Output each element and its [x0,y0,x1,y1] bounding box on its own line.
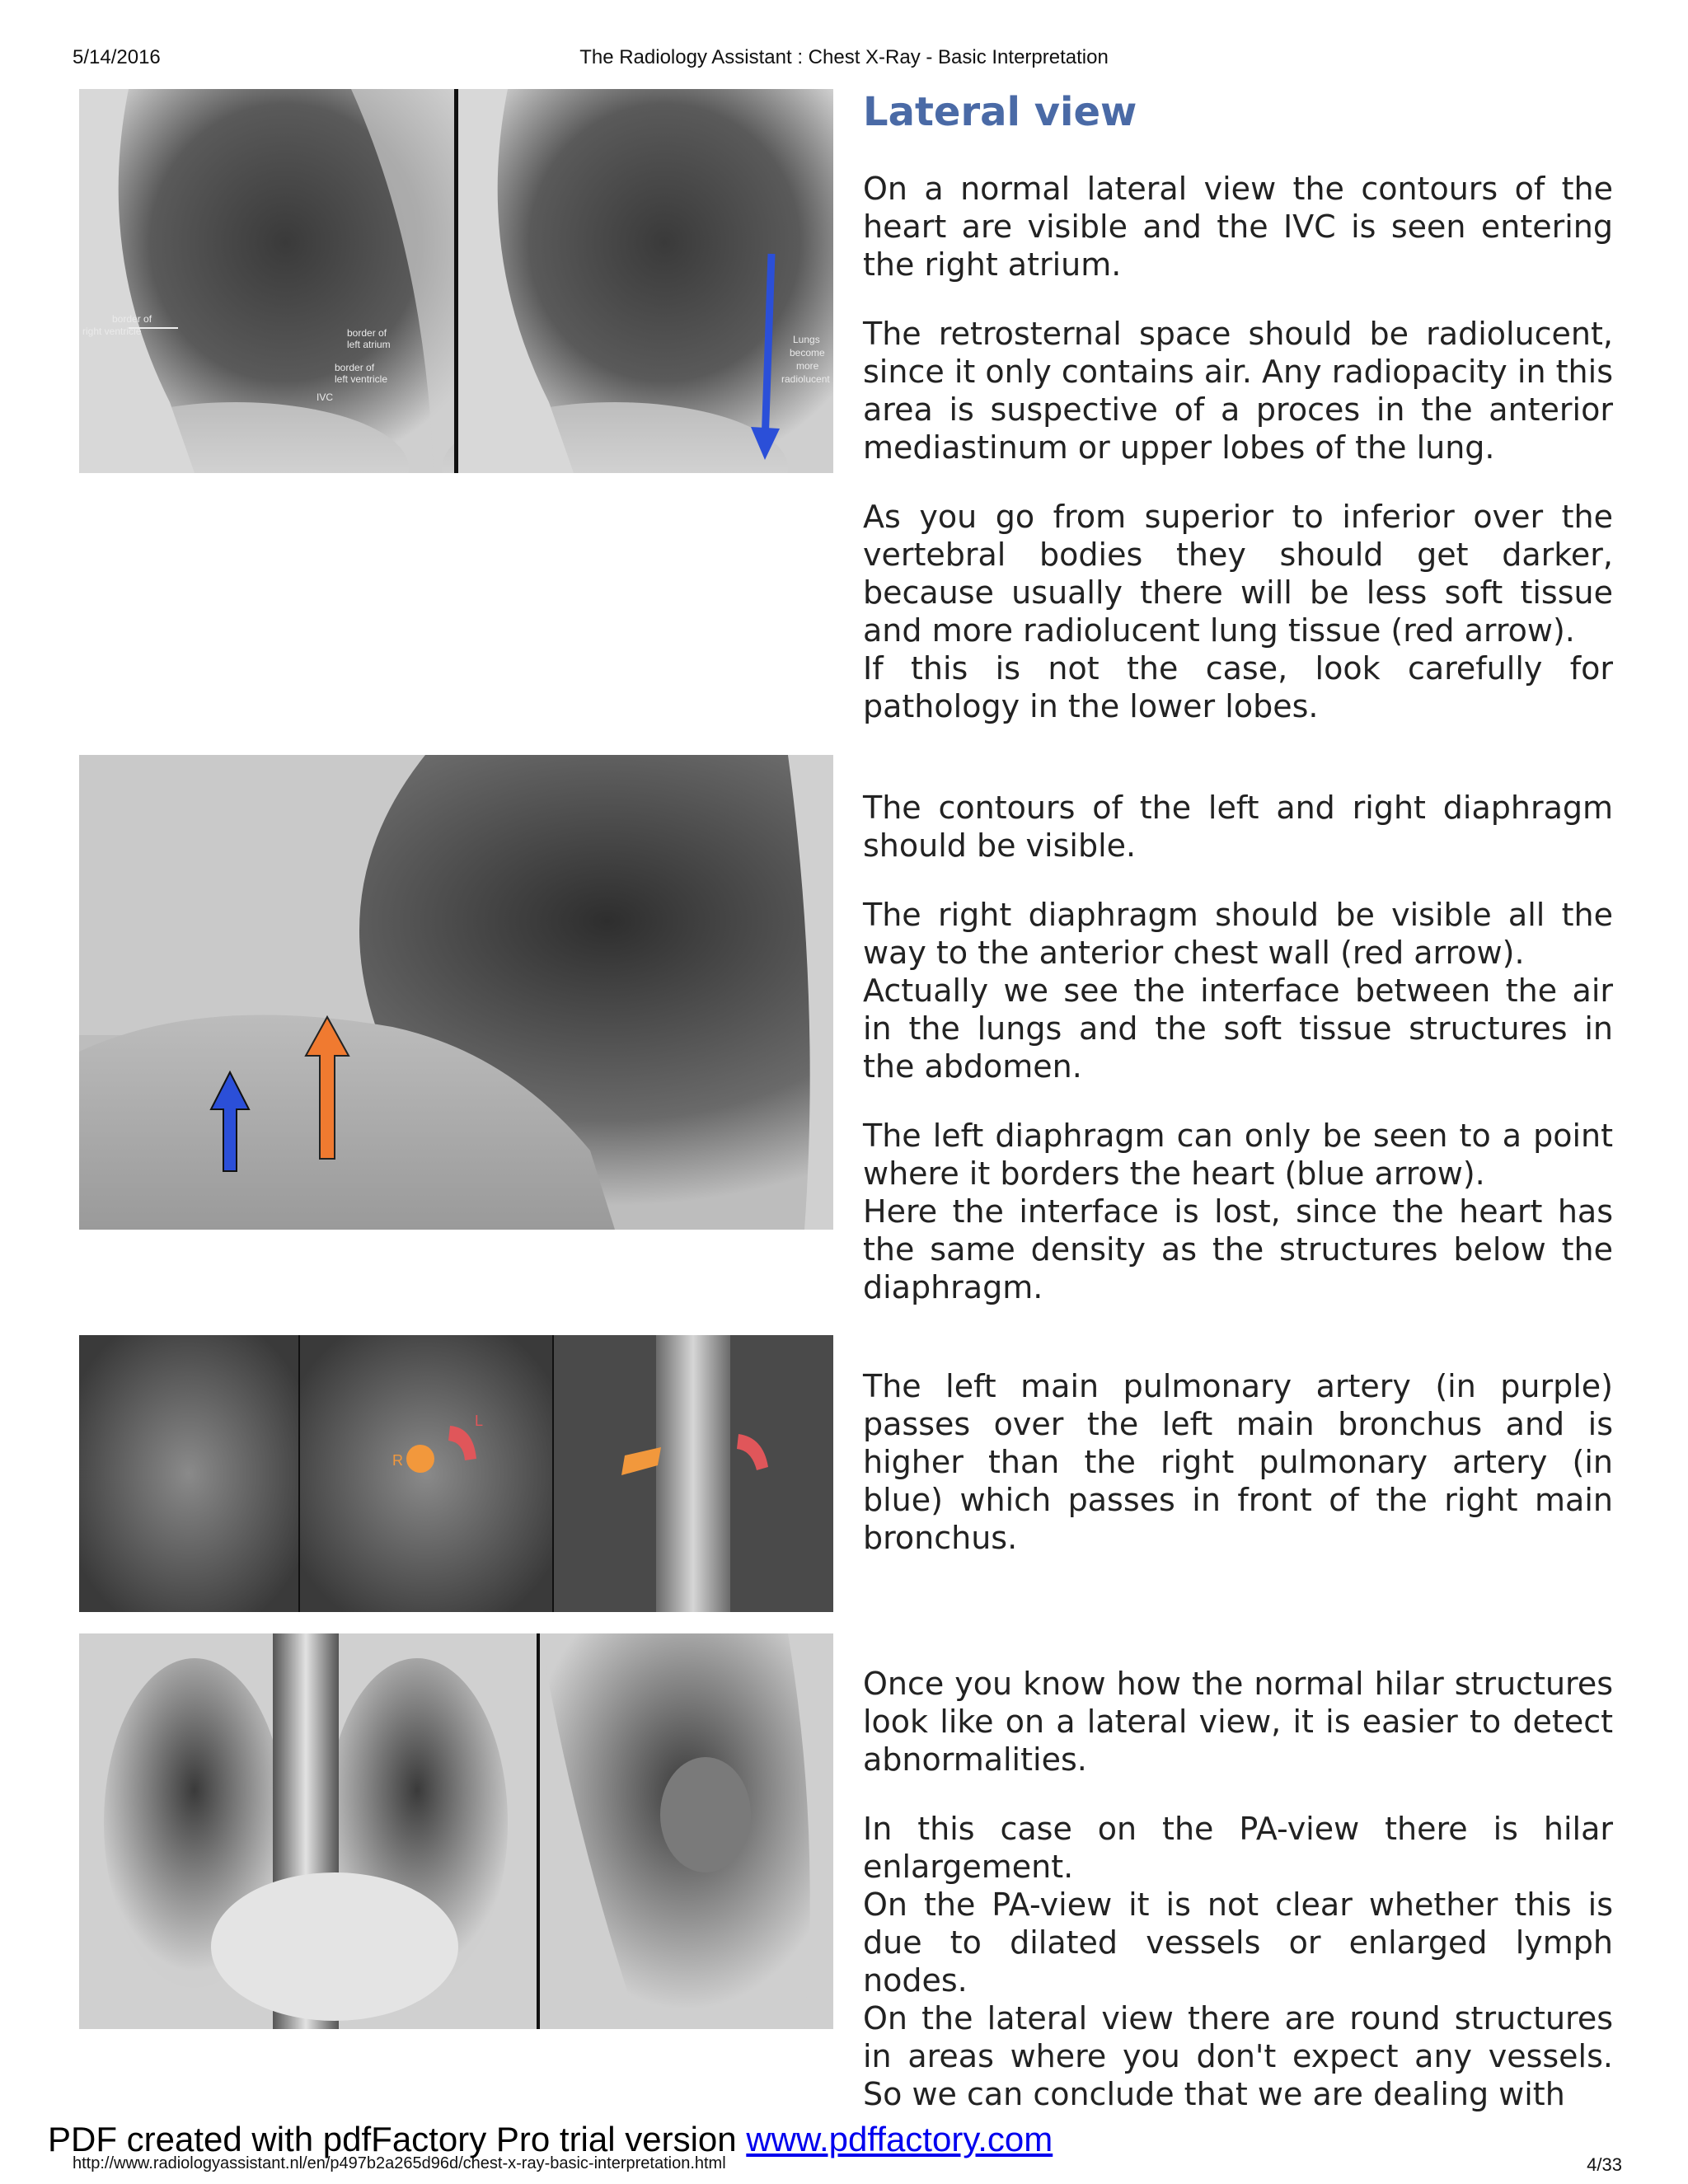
pdf-notice-text: PDF created with pdfFactory Pro trial version [48,2120,747,2158]
paragraph: Once you know how the normal hilar structures look like on a lateral view, it is easier to detect abnormalities. [863,1666,1613,1778]
lateral-xray-pair [79,89,833,473]
text-block-4 [863,1665,1613,2113]
paragraph: In this case on the PA-view there is hilar enlargement. [863,1811,1613,1885]
figure-diaphragm [79,755,833,1230]
paragraph: The left main pulmonary artery (in purple) passes over the left main bronchus and is higher than the right pulmonary artery (in blue) which passes in front of the right main bronchus. [863,1368,1613,1556]
pdffactory-link[interactable]: www.pdffactory.com [746,2120,1053,2158]
footer-page-number: 4/33 [1587,2154,1622,2175]
pa-lateral-xray-pair [79,1633,833,2029]
text-block-1 [863,170,1613,757]
fig1-label-0: border of [112,313,152,325]
fig1-label-8: become [790,347,825,359]
fig1-label-7: Lungs [793,334,820,345]
fig1-label-6: IVC [316,391,334,403]
diaphragm-xray [79,755,833,1230]
fig1-label-3: left atrium [347,339,391,350]
section-title: Lateral view [863,89,1137,135]
paragraph: On the lateral view there are round structures in areas where you don't expect any vessels. So we can conclude that we are dealing with [863,2000,1613,2112]
paragraph: If this is not the case, look carefully for pathology in the lower lobes. [863,650,1613,724]
figure-hilar-enlargement [79,1633,833,2029]
fig1-label-1: right ventricle [82,326,142,337]
paragraph: Here the interface is lost, since the heart has the same density as the structures below the diaphragm. [863,1193,1613,1305]
fig1-label-4: border of [335,362,375,373]
footer-pdf-notice [48,2120,1053,2159]
text-block-2 [863,789,1613,1338]
paragraph: On a normal lateral view the contours of the heart are visible and the IVC is seen entering the right atrium. [863,171,1613,283]
text-block-3 [863,1367,1613,1588]
hilar-xray-triptych [79,1335,833,1612]
header-date: 5/14/2016 [73,46,161,68]
paragraph: The left diaphragm can only be seen to a point where it borders the heart (blue arrow). [863,1118,1613,1192]
fig4-label-r: R [392,1452,403,1469]
header-title: The Radiology Assistant : Chest X-Ray - Basic Interpretation [579,46,1109,68]
paragraph: As you go from superior to inferior over the vertebral bodies they should get darker, because usually there will be less soft tissue and more radiolucent lung tissue (red arrow). [863,499,1613,649]
footer-url: http://www.radiologyassistant.nl/en/p497b2a265d96d/chest-x-ray-basic-interpretation.html [73,2154,726,2172]
figure-hilar [79,1335,833,1612]
fig1-label-2: border of [347,327,387,339]
fig1-label-5: left ventricle [335,373,388,385]
paragraph: The right diaphragm should be visible all the way to the anterior chest wall (red arrow). [863,897,1613,971]
fig4-label-l: L [475,1413,484,1429]
paragraph: The retrosternal space should be radiolucent, since it only contains air. Any radiopacity in this area is suspective of a proces in the anterior mediastinum or upper lobes of the lung. [863,316,1613,466]
paragraph: The contours of the left and right diaphragm should be visible. [863,790,1613,864]
paragraph: Actually we see the interface between the air in the lungs and the soft tissue structures in the abdomen. [863,972,1613,1085]
paragraph: On the PA-view it is not clear whether this is due to dilated vessels or enlarged lymph nodes. [863,1886,1613,1999]
fig1-label-9: more [796,360,819,372]
fig1-label-10: radiolucent [781,373,830,385]
figure-lateral-contours [79,89,833,473]
